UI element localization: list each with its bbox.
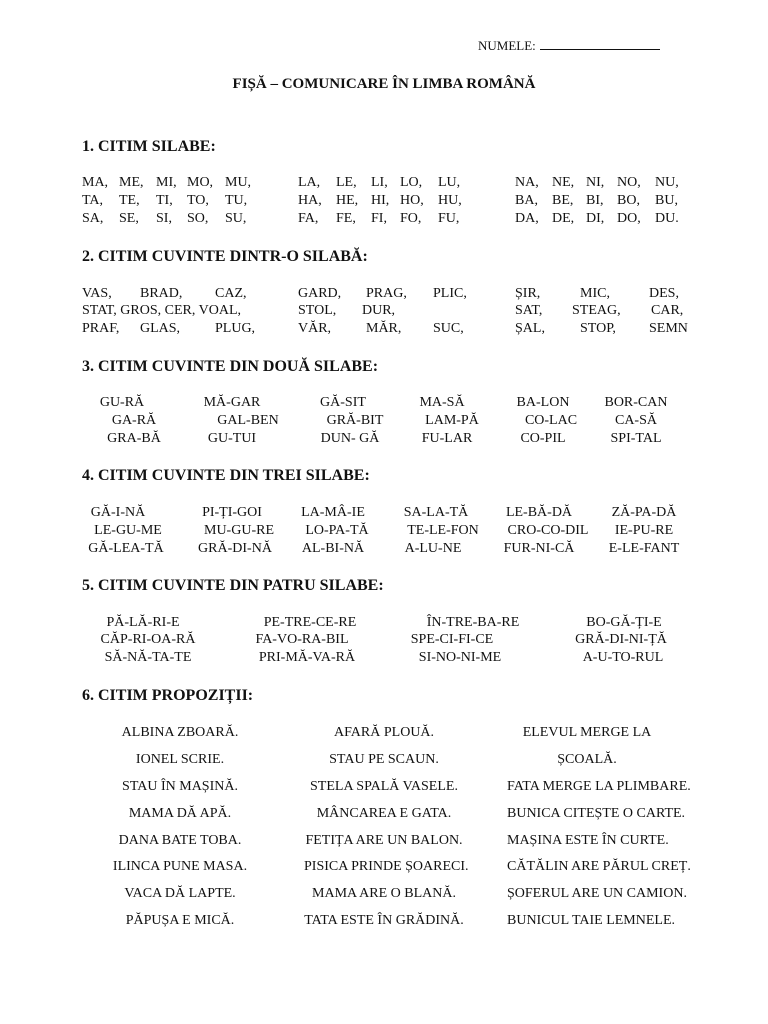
s6-cell: CĂTĂLIN ARE PĂRUL CREȚ. <box>507 859 691 874</box>
s5-cell: FA-VO-RA-BIL <box>255 632 349 647</box>
section-1-heading: 1. CITIM SILABE: <box>82 138 216 155</box>
s4-cell: LE-GU-ME <box>94 523 162 538</box>
s1-cell: BI, <box>586 193 604 208</box>
s1-cell: SA, <box>82 211 104 226</box>
s1-cell: DA, <box>515 211 539 226</box>
s6-cell: MAMA DĂ APĂ. <box>128 806 232 821</box>
s2-cell: STEAG, <box>572 303 621 318</box>
section-6-heading: 6. CITIM PROPOZIȚII: <box>82 687 254 704</box>
s2-cell: GLAS, <box>140 321 181 336</box>
s2-cell: DES, <box>649 286 679 301</box>
s1-cell: SE, <box>119 211 139 226</box>
s1-cell: FE, <box>336 211 356 226</box>
s1-cell: BO, <box>617 193 640 208</box>
s1-cell: FI, <box>371 211 387 226</box>
s6-cell: BUNICUL TAIE LEMNELE. <box>507 913 676 928</box>
s1-cell: LA, <box>298 175 321 190</box>
s4-cell: A-LU-NE <box>404 541 462 556</box>
s5-cell: ÎN-TRE-BA-RE <box>426 615 520 630</box>
s1-cell: LU, <box>438 175 461 190</box>
name-blank-line[interactable] <box>540 37 660 50</box>
s4-cell: PI-ȚI-GOI <box>202 505 262 520</box>
s1-cell: HA, <box>298 193 322 208</box>
s1-cell: NU, <box>655 175 679 190</box>
s5-cell: SPE-CI-FI-CE <box>410 632 494 647</box>
s1-cell: MA, <box>82 175 109 190</box>
s3-cell: GRA-BĂ <box>107 431 161 446</box>
s3-cell: CA-SĂ <box>614 413 657 428</box>
section-4-heading: 4. CITIM CUVINTE DIN TREI SILABE: <box>82 467 370 484</box>
s3-cell: GĂ-SIT <box>320 395 366 410</box>
s1-cell: DE, <box>552 211 575 226</box>
s6-cell: AFARĂ PLOUĂ. <box>333 725 435 740</box>
s6-cell: MÂNCAREA E GATA. <box>316 806 452 821</box>
s2-cell: STAT, GROS, CER, VOAL, <box>82 303 241 318</box>
s6-cell: DANA BATE TOBA. <box>118 833 242 848</box>
s3-cell: MĂ-GAR <box>203 395 261 410</box>
s3-cell: DUN- GĂ <box>320 431 380 446</box>
s5-cell: BO-GĂ-ȚI-E <box>586 615 662 630</box>
s1-cell: NO, <box>617 175 641 190</box>
s5-cell: CĂP-RI-OA-RĂ <box>100 632 196 647</box>
s3-cell: SPI-TAL <box>610 431 662 446</box>
s1-cell: MO, <box>187 175 214 190</box>
s1-cell: DO, <box>617 211 641 226</box>
s1-cell: BA, <box>515 193 538 208</box>
s1-cell: LI, <box>371 175 388 190</box>
s4-cell: ZĂ-PA-DĂ <box>611 505 677 520</box>
s1-cell: TI, <box>156 193 173 208</box>
s2-cell: MIC, <box>580 286 610 301</box>
s6-cell: PISICA PRINDE ȘOARECI. <box>304 859 469 874</box>
page-title: FIȘĂ – COMUNICARE ÎN LIMBA ROMÂNĂ <box>232 76 536 92</box>
s5-cell: GRĂ-DI-NI-ȚĂ <box>575 632 667 647</box>
s6-cell: VACA DĂ LAPTE. <box>124 886 236 901</box>
s1-cell: BU, <box>655 193 678 208</box>
s2-cell: ȘAL, <box>515 321 545 336</box>
s3-cell: MA-SĂ <box>419 395 465 410</box>
s3-cell: GRĂ-BIT <box>326 413 384 428</box>
s4-cell: SA-LA-TĂ <box>403 505 469 520</box>
s2-cell: PLIC, <box>433 286 467 301</box>
s4-cell: LE-BĂ-DĂ <box>505 505 573 520</box>
s6-cell: FETIȚA ARE UN BALON. <box>305 833 463 848</box>
s6-cell: PĂPUȘA E MICĂ. <box>125 913 235 928</box>
s1-cell: SO, <box>187 211 209 226</box>
s6-cell: ALBINA ZBOARĂ. <box>121 725 239 740</box>
s2-cell: SEMN <box>649 321 688 336</box>
s1-cell: TE, <box>119 193 140 208</box>
s2-cell: SAT, <box>515 303 543 318</box>
s5-cell: SI-NO-NI-ME <box>418 650 502 665</box>
section-2-heading: 2. CITIM CUVINTE DINTR-O SILABĂ: <box>82 248 368 265</box>
s1-cell: HE, <box>336 193 359 208</box>
s4-cell: GĂ-I-NĂ <box>90 505 146 520</box>
s1-cell: NI, <box>586 175 605 190</box>
s1-cell: LE, <box>336 175 357 190</box>
s2-cell: BRAD, <box>140 286 183 301</box>
s1-cell: DI, <box>586 211 605 226</box>
s2-cell: CAR, <box>651 303 684 318</box>
s6-cell: FATA MERGE LA PLIMBARE. <box>507 779 691 794</box>
s2-cell: PRAG, <box>366 286 407 301</box>
s3-cell: GA-RĂ <box>111 413 157 428</box>
s6-cell: STAU ÎN MAȘINĂ. <box>122 779 238 794</box>
s6-cell: MAMA ARE O BLANĂ. <box>312 886 456 901</box>
s3-cell: GAL-BEN <box>217 413 279 428</box>
s3-cell: LAM-PĂ <box>425 413 479 428</box>
s6-cell: ILINCA PUNE MASA. <box>112 859 248 874</box>
s1-cell: HU, <box>438 193 462 208</box>
s1-cell: BE, <box>552 193 574 208</box>
s1-cell: FU, <box>438 211 460 226</box>
s1-cell: HO, <box>400 193 424 208</box>
s6-cell: ȘCOALĂ. <box>557 752 617 767</box>
s4-cell: TE-LE-FON <box>407 523 479 538</box>
s4-cell: LO-PA-TĂ <box>305 523 369 538</box>
s4-cell: MU-GU-RE <box>204 523 274 538</box>
s1-cell: NA, <box>515 175 539 190</box>
s2-cell: VAS, <box>82 286 112 301</box>
s2-cell: STOP, <box>580 321 616 336</box>
s1-cell: TA, <box>82 193 104 208</box>
s1-cell: NE, <box>552 175 575 190</box>
s6-cell: STELA SPALĂ VASELE. <box>310 779 458 794</box>
s2-cell: DUR, <box>362 303 396 318</box>
s2-cell: CAZ, <box>215 286 247 301</box>
s1-cell: TU, <box>225 193 248 208</box>
s2-cell: STOL, <box>298 303 337 318</box>
s1-cell: TO, <box>187 193 209 208</box>
s1-cell: ME, <box>119 175 144 190</box>
s1-cell: FO, <box>400 211 422 226</box>
s1-cell: DU. <box>655 211 679 226</box>
s3-cell: GU-TUI <box>207 431 257 446</box>
s6-cell: TATA ESTE ÎN GRĂDINĂ. <box>304 913 464 928</box>
s6-cell: BUNICA CITEȘTE O CARTE. <box>507 806 686 821</box>
s3-cell: CO-PIL <box>520 431 566 446</box>
name-label: NUMELE: <box>478 38 536 53</box>
s6-cell: STAU PE SCAUN. <box>329 752 439 767</box>
s5-cell: SĂ-NĂ-TA-TE <box>104 650 192 665</box>
s2-cell: MĂR, <box>366 321 402 336</box>
s2-cell: ȘIR, <box>515 286 541 301</box>
section-3-heading: 3. CITIM CUVINTE DIN DOUĂ SILABE: <box>82 358 379 375</box>
s4-cell: E-LE-FANT <box>608 541 680 556</box>
name-field <box>478 37 660 54</box>
s4-cell: FUR-NI-CĂ <box>503 541 575 556</box>
s6-cell: ȘOFERUL ARE UN CAMION. <box>507 886 687 901</box>
s4-cell: GRĂ-DI-NĂ <box>198 541 272 556</box>
s3-cell: BOR-CAN <box>604 395 668 410</box>
s3-cell: CO-LAC <box>524 413 578 428</box>
s2-cell: SUC, <box>433 321 464 336</box>
s3-cell: BA-LON <box>516 395 570 410</box>
s2-cell: GARD, <box>298 286 342 301</box>
s6-cell: ELEVUL MERGE LA <box>522 725 652 740</box>
s2-cell: VĂR, <box>298 321 332 336</box>
s1-cell: LO, <box>400 175 423 190</box>
s2-cell: PRAF, <box>82 321 120 336</box>
s3-cell: GU-RĂ <box>99 395 145 410</box>
s4-cell: LA-MÂ-IE <box>301 505 365 520</box>
s1-cell: FA, <box>298 211 319 226</box>
s6-cell: IONEL SCRIE. <box>135 752 225 767</box>
s4-cell: IE-PU-RE <box>614 523 674 538</box>
s5-cell: PE-TRE-CE-RE <box>263 615 357 630</box>
s2-cell: PLUG, <box>215 321 256 336</box>
section-5-heading: 5. CITIM CUVINTE DIN PATRU SILABE: <box>82 577 384 594</box>
s3-cell: FU-LAR <box>421 431 473 446</box>
s4-cell: CRO-CO-DIL <box>507 523 589 538</box>
s1-cell: HI, <box>371 193 390 208</box>
s4-cell: GĂ-LEA-TĂ <box>88 541 164 556</box>
s1-cell: SI, <box>156 211 172 226</box>
s5-cell: PĂ-LĂ-RI-E <box>106 615 180 630</box>
s5-cell: A-U-TO-RUL <box>582 650 664 665</box>
s1-cell: SU, <box>225 211 247 226</box>
s5-cell: PRI-MĂ-VA-RĂ <box>258 650 356 665</box>
s1-cell: MU, <box>225 175 252 190</box>
s1-cell: MI, <box>156 175 177 190</box>
s4-cell: AL-BI-NĂ <box>301 541 365 556</box>
s6-cell: MAȘINA ESTE ÎN CURTE. <box>507 833 669 848</box>
